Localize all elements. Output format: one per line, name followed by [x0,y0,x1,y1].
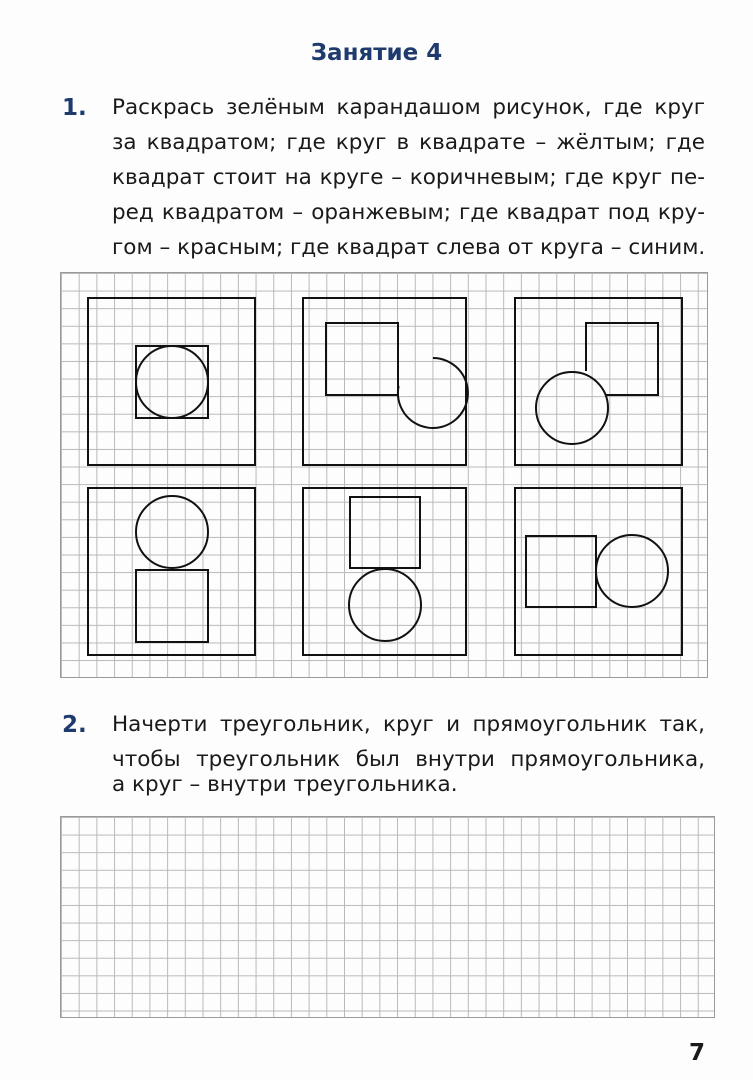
task-1-line-2: за квадратом; где круг в квадрате – жёлтым; где [112,130,705,155]
task-2-drawing-grid[interactable] [60,816,715,1018]
picture-6-frame[interactable] [515,488,682,655]
picture-4-circle [136,496,208,568]
task-2-line-1: Начерти треугольник, круг и прямоугольник так, [112,712,705,737]
task-1-line-4: ред квадратом – оранжевым; где квадрат под кру- [112,200,705,225]
task-1-figures [61,273,709,679]
picture-1-frame[interactable] [88,298,255,465]
picture-6-circle [596,535,668,607]
picture-1-circle [136,346,208,418]
picture-5-circle [349,569,421,641]
task-1-line-3: квадрат стоит на круге – коричневым; где круг пе- [112,165,705,190]
picture-5-frame[interactable] [303,488,466,655]
picture-3-square [586,323,658,395]
page-title: Занятие 4 [310,40,443,66]
picture-5-square [350,497,420,568]
task-1-line-1: Раскрась зелёным карандашом рисунок, где круг [112,95,705,120]
task-2-line-2: чтобы треугольник был внутри прямоугольника, [112,747,705,772]
task-2-number: 2. [62,712,87,738]
task-1-line-5: гом – красным; где квадрат слева от круга – синим. [112,235,706,260]
picture-3-circle [536,372,608,444]
task-1-grid [60,272,708,678]
picture-4-frame[interactable] [88,488,255,655]
picture-6-square [526,536,596,607]
picture-2-circle [398,358,468,428]
task-2-line-3: а круг – внутри треугольника. [112,772,458,797]
picture-2-square [326,323,398,395]
picture-4-square [136,570,208,642]
page-number: 7 [688,1040,705,1066]
task-1-number: 1. [62,95,87,121]
